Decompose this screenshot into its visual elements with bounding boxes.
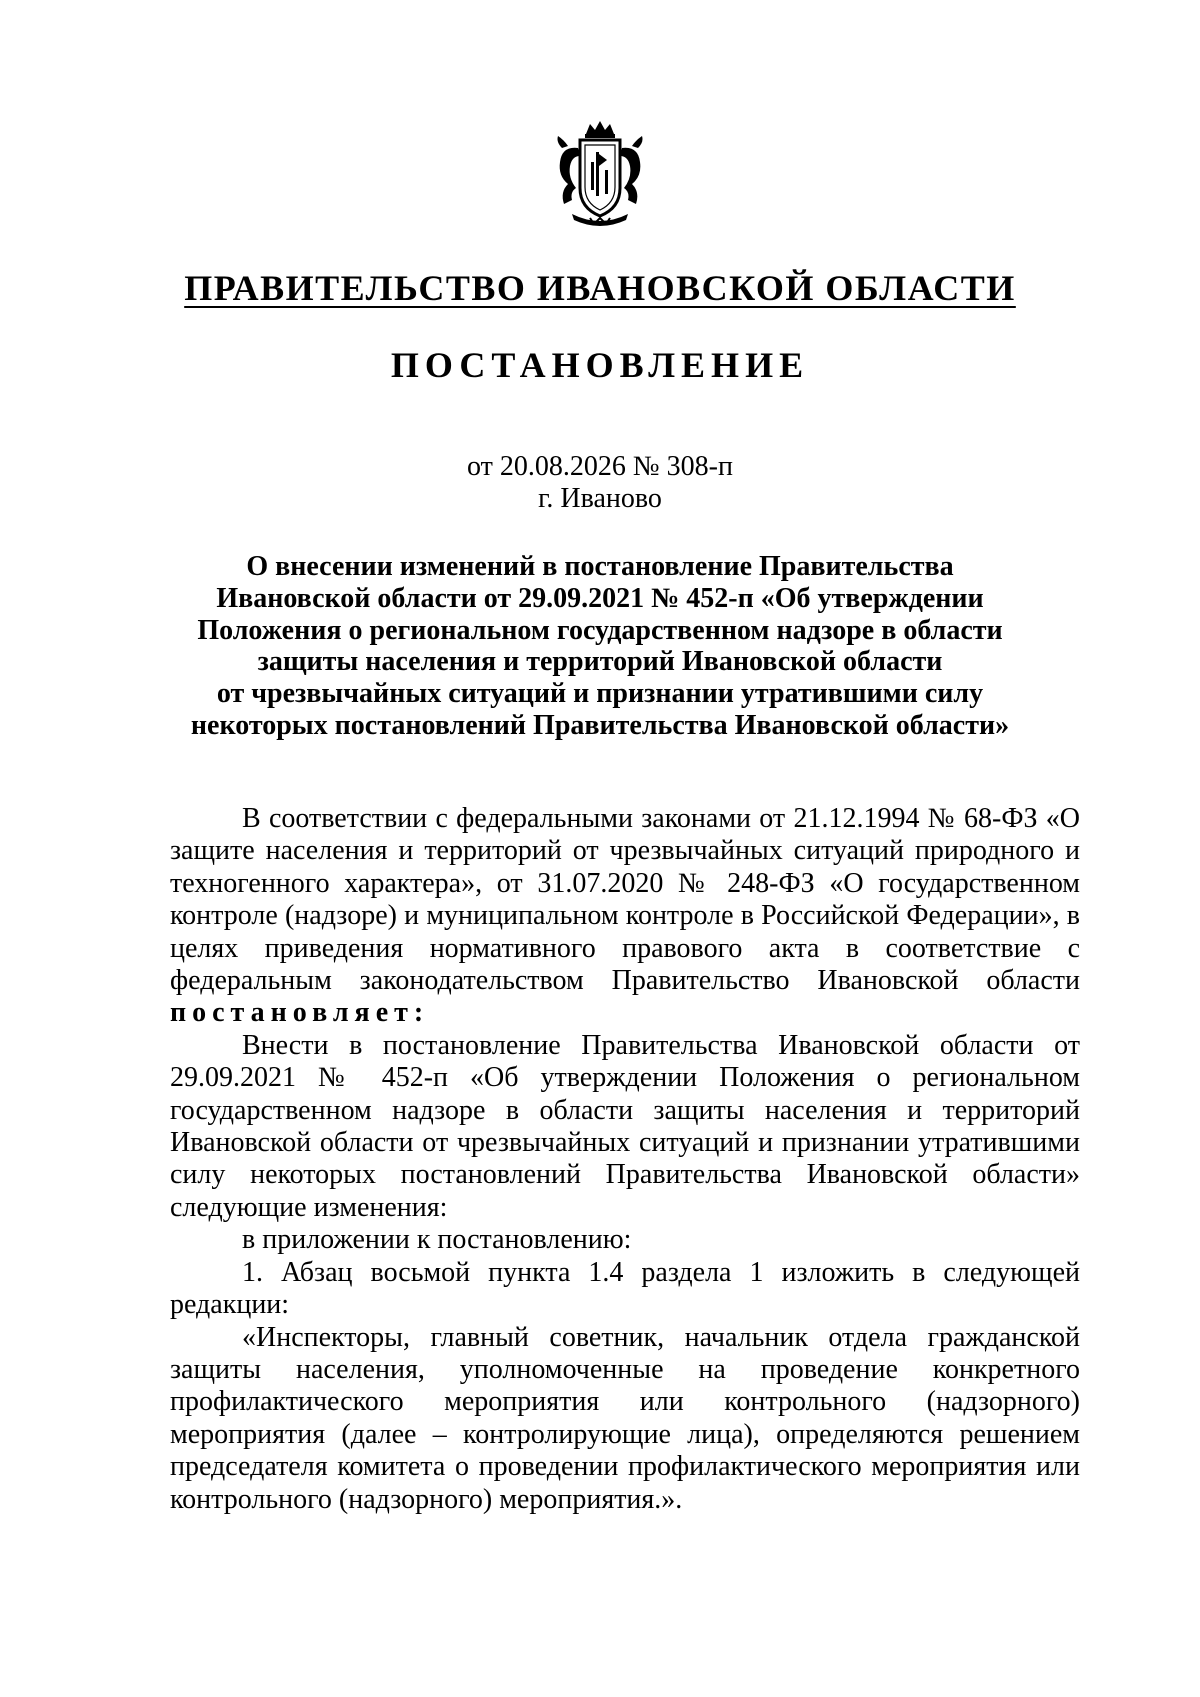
quoted-text-paragraph: «Инспекторы, главный советник, начальник отдела гражданской защиты населения, уполномоченные на проведение конкретного профилактического мероприятия или контрольного (надзорного) мероприятия (далее – контролирующие лица), определяются решением председателя комитета о проведении профилактического мероприятия или контрольного (надзорного) мероприятия.». xyxy=(170,1321,1080,1515)
government-title xyxy=(0,268,1200,308)
subject-line: от чрезвычайных ситуаций и признании утратившими силу xyxy=(216,678,984,710)
document-meta xyxy=(0,451,1200,515)
item-1-paragraph: 1. Абзац восьмой пункта 1.4 раздела 1 изложить в следующей редакции: xyxy=(170,1256,1080,1321)
amendment-intro-paragraph: Внести в постановление Правительства Ивановской области от 29.09.2021 № 452-п «Об утверждении Положения о региональном государственном надзоре в области защиты населения и территорий Ивановской области от чрезвычайных ситуаций и признании утратившими силу некоторых постановлений Правительства Ивановской области» следующие изменения: xyxy=(170,1029,1080,1223)
preamble-paragraph xyxy=(170,803,1080,1030)
document-subject xyxy=(170,551,1030,742)
preamble-text: В соответствии с федеральными законами от 21.12.1994 № 68-ФЗ «О защите населения и территорий от чрезвычайных ситуаций природного и техногенного характера», от 31.07.2020 № 248-ФЗ «О государственном контроле (надзоре) и муниципальном контроле в Российской Федерации», в целях приведения нормативного правового акта в соответствие с федеральным законодательством Правительство Ивановской области xyxy=(170,803,1080,997)
subject-line: защиты населения и территорий Ивановской области xyxy=(257,646,943,678)
subject-line: О внесении изменений в постановление Правительства xyxy=(246,551,954,582)
subject-line: Положения о региональном государственном надзоре в области xyxy=(197,614,1003,646)
subject-line: Ивановской области от 29.09.2021 № 452-п «Об утверждении xyxy=(216,582,984,614)
city: г. Иваново xyxy=(538,483,662,514)
government-title-text: ПРАВИТЕЛЬСТВО ИВАНОВСКОЙ ОБЛАСТИ xyxy=(184,268,1016,308)
document-body xyxy=(170,803,1080,1516)
coat-of-arms-emblem xyxy=(550,118,650,230)
resolves-word: постановляет: xyxy=(170,997,430,1029)
appendix-paragraph: в приложении к постановлению: xyxy=(242,1224,632,1256)
date-and-number: от 20.08.2026 № 308-п xyxy=(467,451,733,482)
subject-line: некоторых постановлений Правительства Ивановской области» xyxy=(190,709,1010,741)
document-type: ПОСТАНОВЛЕНИЕ xyxy=(390,345,810,385)
